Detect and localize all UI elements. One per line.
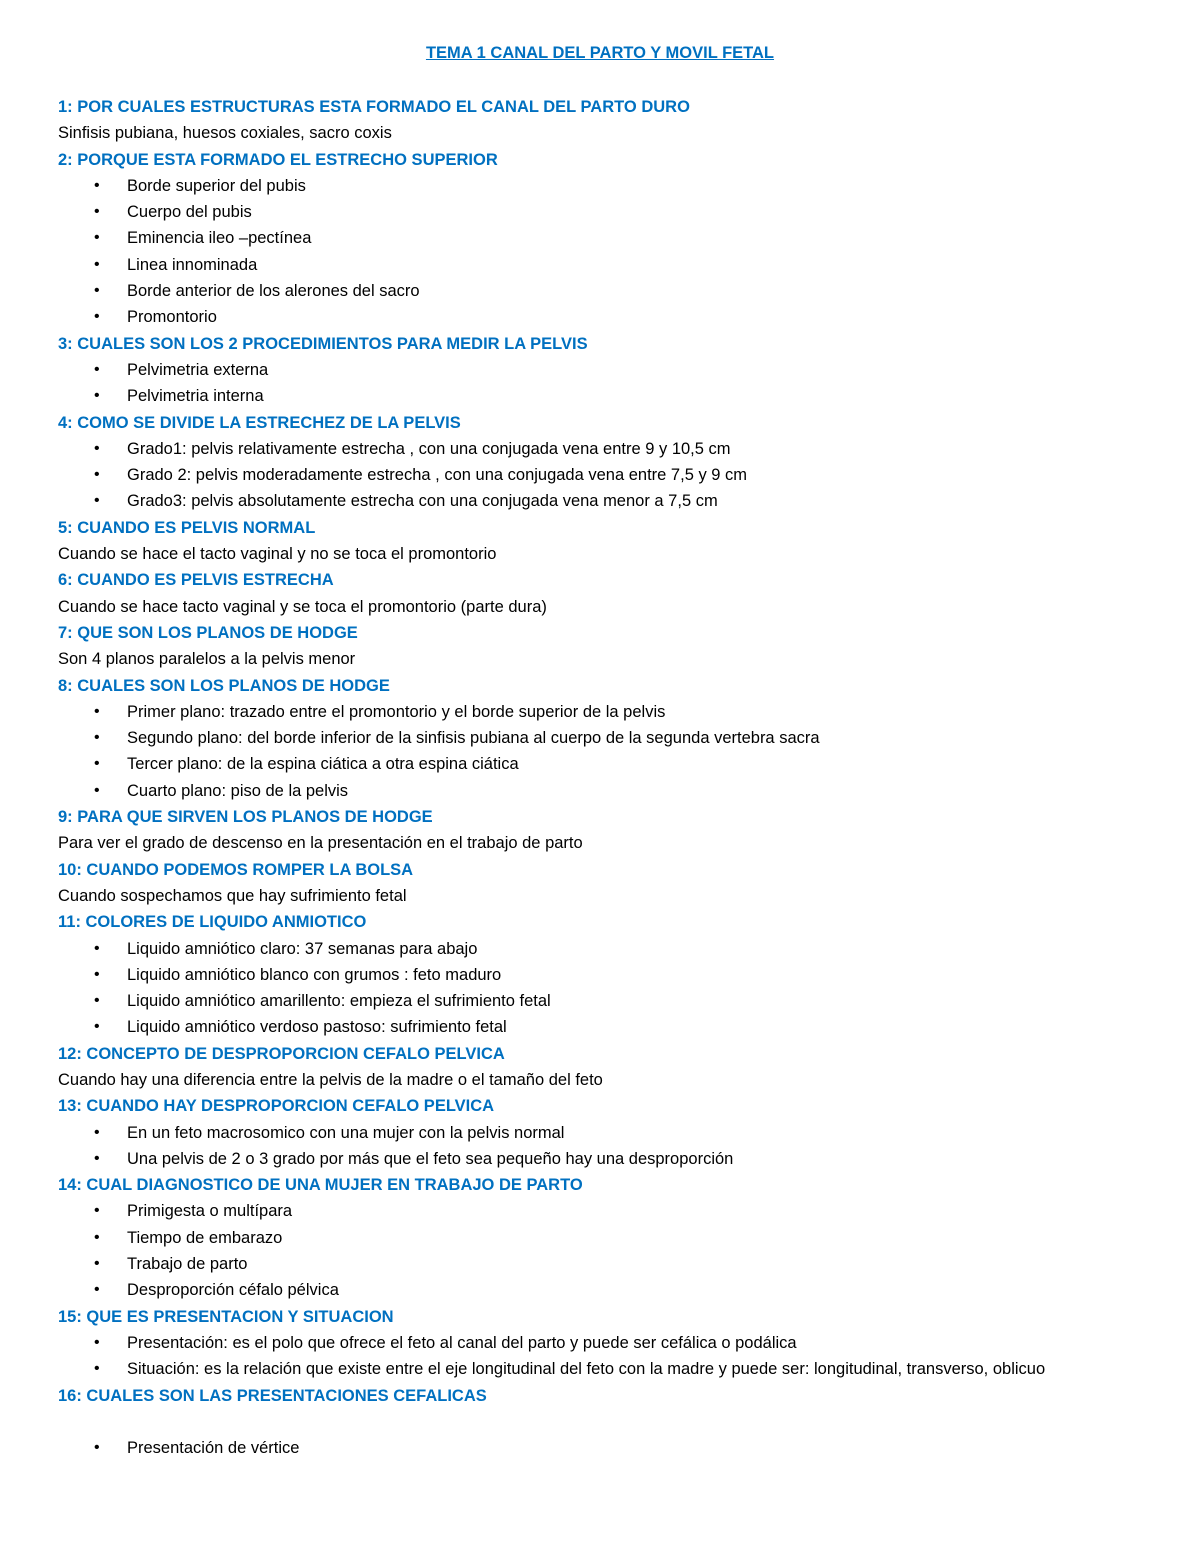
list-item: [58, 936, 1142, 962]
list-item: [58, 1330, 1142, 1356]
list-item: [58, 1198, 1142, 1224]
list-item-text: Grado3: pelvis absolutamente estrecha con una conjugada vena menor a 7,5 cm: [127, 492, 718, 511]
list-item: [58, 252, 1142, 278]
question-heading: 1: POR CUALES ESTRUCTURAS ESTA FORMADO EL CANAL DEL PARTO DURO: [58, 98, 690, 116]
bullet-icon: •: [94, 1202, 100, 1220]
list-item: [58, 1014, 1142, 1040]
answer-text: Cuando hay una diferencia entre la pelvis de la madre o el tamaño del feto: [58, 1070, 603, 1089]
bullet-icon: •: [94, 1438, 100, 1456]
bullet-icon: •: [94, 1228, 100, 1246]
answer-text: Sinfisis pubiana, huesos coxiales, sacro coxis: [58, 124, 392, 143]
list-item-text: Liquido amniótico amarillento: empieza el sufrimiento fetal: [127, 992, 551, 1011]
list-item-text: Liquido amniótico claro: 37 semanas para abajo: [127, 939, 478, 958]
bullet-icon: •: [94, 1018, 100, 1036]
list-item-text: Linea innominada: [127, 255, 258, 274]
bullet-icon: •: [94, 1281, 100, 1299]
bullet-list: [58, 436, 1142, 515]
answer-text: Para ver el grado de descenso en la presentación en el trabajo de parto: [58, 834, 583, 853]
list-item: [58, 962, 1142, 988]
list-item: [58, 1356, 1142, 1382]
list-item: [58, 383, 1142, 409]
list-item-text: Segundo plano: del borde inferior de la sinfisis pubiana al cuerpo de la segunda vertebra sacra: [127, 729, 820, 748]
list-item: [58, 225, 1142, 251]
document-title: TEMA 1 CANAL DEL PARTO Y MOVIL FETAL: [425, 44, 775, 62]
list-item-text: Tiempo de embarazo: [127, 1228, 283, 1247]
question-heading: 3: CUALES SON LOS 2 PROCEDIMIENTOS PARA MEDIR LA PELVIS: [58, 334, 588, 353]
question-heading: 4: COMO SE DIVIDE LA ESTRECHEZ DE LA PELVIS: [58, 413, 461, 432]
bullet-icon: •: [94, 360, 100, 378]
bullet-icon: •: [94, 466, 100, 484]
bullet-icon: •: [94, 939, 100, 957]
list-item: [58, 436, 1142, 462]
bullet-icon: •: [94, 176, 100, 194]
bullet-icon: •: [94, 729, 100, 747]
list-item-text: Primigesta o multípara: [127, 1202, 293, 1221]
question-heading: 2: PORQUE ESTA FORMADO EL ESTRECHO SUPERIOR: [58, 150, 498, 169]
bullet-list: [58, 1330, 1142, 1383]
list-item-text: Borde anterior de los alerones del sacro: [127, 282, 420, 301]
question-heading: 7: QUE SON LOS PLANOS DE HODGE: [58, 623, 358, 642]
answer-text: Cuando se hace el tacto vaginal y no se toca el promontorio: [58, 545, 497, 564]
question-heading: 12: CONCEPTO DE DESPROPORCION CEFALO PELVICA: [58, 1044, 505, 1063]
list-item-text: Pelvimetria externa: [127, 360, 269, 379]
list-item: [58, 357, 1142, 383]
list-item: [58, 778, 1142, 804]
list-item-text: Borde superior del pubis: [127, 176, 306, 195]
question-heading: 8: CUALES SON LOS PLANOS DE HODGE: [58, 676, 390, 695]
bullet-icon: •: [94, 781, 100, 799]
bullet-icon: •: [94, 755, 100, 773]
list-item: [58, 488, 1142, 514]
bullet-icon: •: [94, 439, 100, 457]
list-item: [58, 304, 1142, 330]
list-item: [58, 751, 1142, 777]
bullet-list: [58, 936, 1142, 1041]
bullet-icon: •: [94, 255, 100, 273]
bullet-list: [58, 1120, 1142, 1173]
question-heading: 5: CUANDO ES PELVIS NORMAL: [58, 518, 316, 537]
list-item-text: Pelvimetria interna: [127, 387, 264, 406]
document-body: [58, 94, 1142, 1461]
question-heading: 13: CUANDO HAY DESPROPORCION CEFALO PELVICA: [58, 1097, 495, 1116]
bullet-icon: •: [94, 702, 100, 720]
bullet-icon: •: [94, 1149, 100, 1167]
list-item: [58, 1251, 1142, 1277]
bullet-list: [58, 357, 1142, 410]
list-item: [58, 699, 1142, 725]
list-item: [58, 199, 1142, 225]
list-item: [58, 1120, 1142, 1146]
list-item: [58, 173, 1142, 199]
question-heading: 10: CUANDO PODEMOS ROMPER LA BOLSA: [58, 860, 414, 879]
bullet-icon: •: [94, 1123, 100, 1141]
bullet-icon: •: [94, 992, 100, 1010]
list-item-text: Desproporción céfalo pélvica: [127, 1281, 339, 1300]
list-item-text: Presentación: es el polo que ofrece el feto al canal del parto y puede ser cefálica o podálica: [127, 1333, 797, 1352]
list-item: [58, 462, 1142, 488]
bullet-icon: •: [94, 282, 100, 300]
bullet-list: [58, 699, 1142, 804]
bullet-icon: •: [94, 229, 100, 247]
answer-text: Cuando se hace tacto vaginal y se toca el promontorio (parte dura): [58, 597, 547, 616]
list-item-text: Una pelvis de 2 o 3 grado por más que el feto sea pequeño hay una desproporción: [127, 1149, 734, 1168]
list-item-text: Eminencia ileo –pectínea: [127, 229, 312, 248]
list-item: [58, 725, 1142, 751]
list-item-text: Situación: es la relación que existe entre el eje longitudinal del feto con la madre y puede ser: longitudinal, transverso, oblicuo: [127, 1360, 1046, 1379]
list-item-text: Presentación de vértice: [127, 1438, 300, 1457]
question-heading: 16: CUALES SON LAS PRESENTACIONES CEFALICAS: [58, 1386, 487, 1405]
list-item: [58, 1225, 1142, 1251]
bullet-icon: •: [94, 1360, 100, 1378]
bullet-list: [58, 173, 1142, 331]
list-item-text: Grado 2: pelvis moderadamente estrecha , con una conjugada vena entre 7,5 y 9 cm: [127, 466, 748, 485]
bullet-list: [58, 1198, 1142, 1303]
question-heading: 6: CUANDO ES PELVIS ESTRECHA: [58, 571, 334, 590]
question-heading: 15: QUE ES PRESENTACION Y SITUACION: [58, 1307, 394, 1326]
bullet-icon: •: [94, 965, 100, 983]
bullet-icon: •: [94, 1333, 100, 1351]
list-item-text: En un feto macrosomico con una mujer con la pelvis normal: [127, 1123, 565, 1142]
list-item-text: Tercer plano: de la espina ciática a otra espina ciática: [127, 755, 519, 774]
blank-line: [58, 1409, 1142, 1435]
question-heading: 14: CUAL DIAGNOSTICO DE UNA MUJER EN TRABAJO DE PARTO: [58, 1176, 583, 1195]
list-item-text: Promontorio: [127, 308, 217, 327]
question-heading: 9: PARA QUE SIRVEN LOS PLANOS DE HODGE: [58, 808, 433, 827]
bullet-icon: •: [94, 1255, 100, 1273]
bullet-icon: •: [94, 203, 100, 221]
list-item-text: Grado1: pelvis relativamente estrecha , con una conjugada vena entre 9 y 10,5 cm: [127, 439, 731, 458]
list-item-text: Primer plano: trazado entre el promontorio y el borde superior de la pelvis: [127, 702, 666, 721]
list-item: [58, 1146, 1142, 1172]
list-item: [58, 988, 1142, 1014]
list-item-text: Cuarto plano: piso de la pelvis: [127, 781, 349, 800]
list-item: [58, 278, 1142, 304]
bullet-icon: •: [94, 492, 100, 510]
list-item-text: Cuerpo del pubis: [127, 203, 252, 222]
answer-text: Cuando sospechamos que hay sufrimiento fetal: [58, 886, 407, 905]
bullet-list: [58, 1435, 1142, 1461]
answer-text: Son 4 planos paralelos a la pelvis menor: [58, 650, 356, 669]
list-item-text: Trabajo de parto: [127, 1255, 248, 1274]
bullet-icon: •: [94, 308, 100, 326]
list-item-text: Liquido amniótico blanco con grumos : feto maduro: [127, 965, 502, 984]
list-item: [58, 1435, 1142, 1461]
list-item: [58, 1277, 1142, 1303]
bullet-icon: •: [94, 387, 100, 405]
list-item-text: Liquido amniótico verdoso pastoso: sufrimiento fetal: [127, 1018, 507, 1037]
question-heading: 11: COLORES DE LIQUIDO ANMIOTICO: [58, 913, 367, 932]
